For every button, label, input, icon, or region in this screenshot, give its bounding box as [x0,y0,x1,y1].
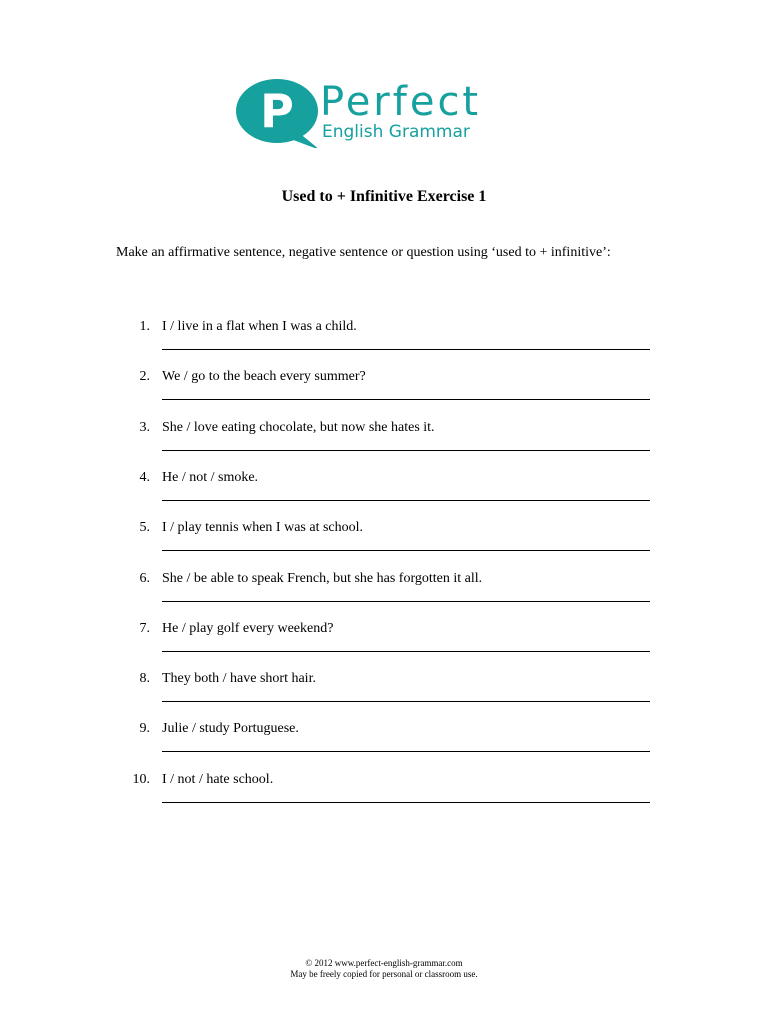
exercise-prompt: She / love eating chocolate, but now she hates it. [162,419,435,435]
answer-line [162,601,650,602]
answer-line [162,349,650,350]
page-title: Used to + Infinitive Exercise 1 [281,188,487,205]
exercise-prompt: He / not / smoke. [162,469,259,485]
exercise-item [116,520,656,570]
exercise-prompt: I / not / hate school. [162,771,274,787]
footer-copyright: © 2012 www.perfect-english-grammar.com [305,958,463,968]
logo-word-perfect: Perfect [320,79,482,125]
exercise-item [116,420,656,470]
exercise-number: 10. [132,771,150,787]
exercise-prompt: I / play tennis when I was at school. [162,520,364,536]
exercise-number: 1. [139,319,150,334]
answer-line [162,500,650,501]
exercise-item [116,671,656,721]
exercise-prompt: She / be able to speak French, but she has forgotten it all. [162,570,483,586]
answer-line [162,550,650,551]
answer-line [162,701,650,702]
exercise-prompt: We / go to the beach every summer? [162,369,366,385]
answer-line [162,651,650,652]
logo-word-english-grammar: English Grammar [322,122,470,142]
exercise-item [116,369,656,419]
exercise-number: 6. [139,570,150,586]
exercise-prompt: I / live in a flat when I was a child. [162,319,357,334]
footer-usage-note: May be freely copied for personal or classroom use. [290,969,478,979]
exercise-item [116,721,656,771]
exercise-number: 7. [139,620,150,636]
answer-line [162,802,650,803]
exercise-number: 5. [139,520,150,536]
logo [236,78,526,156]
exercise-item [116,470,656,520]
exercise-number: 4. [139,469,150,485]
logo-letter: P [260,84,294,138]
exercise-item [116,319,656,369]
exercise-prompt: He / play golf every weekend? [162,620,334,636]
exercise-prompt: They both / have short hair. [162,671,316,687]
instructions: Make an affirmative sentence, negative sentence or question using ‘used to + infinitive’: [116,245,611,260]
exercise-item [116,571,656,621]
exercise-item [116,772,656,822]
answer-line [162,751,650,752]
exercise-number: 9. [139,721,150,737]
answer-line [162,450,650,451]
exercise-number: 3. [139,419,150,435]
exercise-item [116,621,656,671]
footer [0,958,768,980]
exercise-prompt: Julie / study Portuguese. [162,721,299,737]
answer-line [162,399,650,400]
exercise-number: 8. [139,671,150,687]
exercise-number: 2. [139,369,150,385]
speech-bubble-logo-icon [236,78,324,148]
